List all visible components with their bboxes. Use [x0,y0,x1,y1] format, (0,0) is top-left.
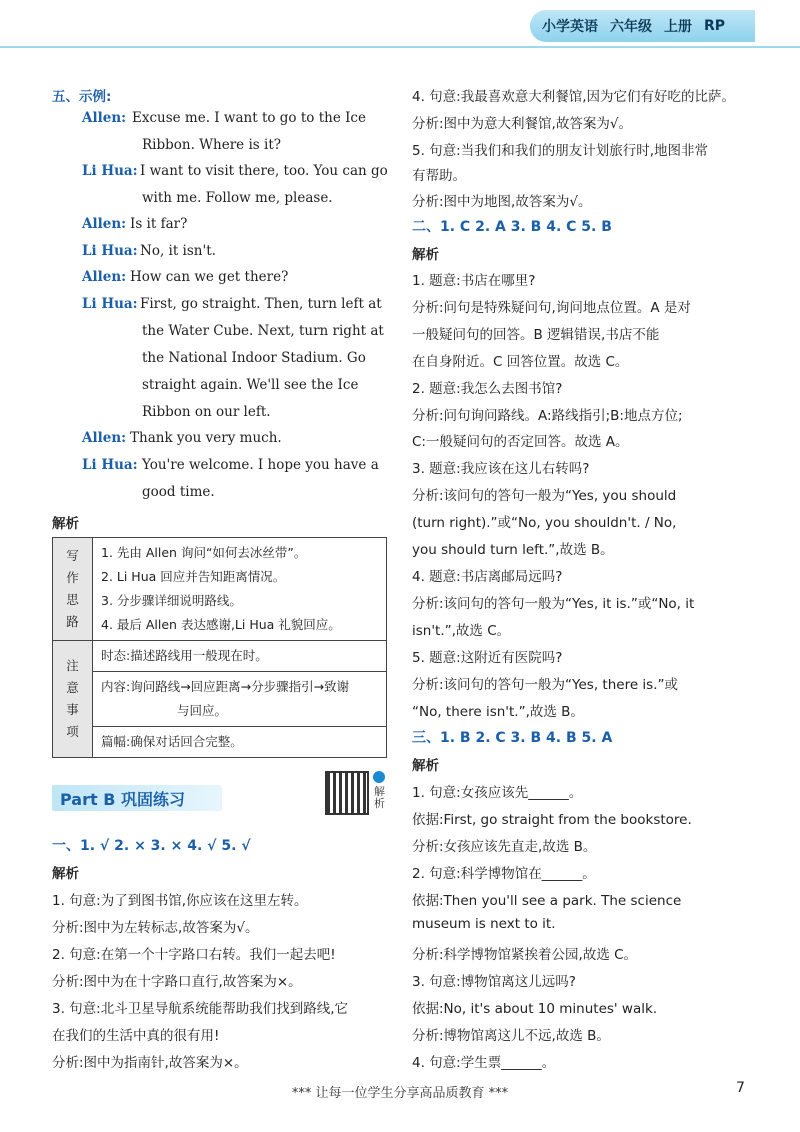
q3-line: 依据:First, go straight from the bookstore. [412,812,692,828]
dialogue-speaker: Allen: [82,216,127,232]
dialogue-speaker: Li Hua: [82,163,138,179]
dialogue-line: Ribbon on our left. [142,404,271,420]
q3-line: 分析:女孩应该先直走,故选 B。 [412,839,597,855]
q3-line: 依据:No, it's about 10 minutes' walk. [412,1001,658,1017]
dialogue-speaker: Allen: [82,110,127,126]
table-row [53,641,387,672]
q1-answers: 一、1. √ 2. × 3. × 4. √ 5. √ [52,838,251,854]
dialogue-line: First, go straight. Then, turn left at [140,296,382,312]
play-icon [373,771,385,783]
q2-line: (turn right).”或“No, you shouldn't. / No, [412,515,677,531]
header-subject: 小学英语 [542,19,598,35]
table-row [53,727,387,758]
q2-line: 分析:该问句的答句一般为“Yes, there is.”或 [412,677,678,693]
dialogue-line: How can we get there? [130,269,289,285]
q3-line: 分析:科学博物馆紧挨着公园,故选 C。 [412,947,638,963]
page-number: 7 [736,1080,745,1096]
r-line: 4. 句意:我最喜欢意大利餐馆,因为它们有好吃的比萨。 [412,89,736,105]
q1-line: 1. 句意:为了到图书馆,你应该在这里左转。 [52,893,308,909]
q2-line: 分析:该问句的答句一般为“Yes, you should [412,488,677,504]
q3-line: museum is next to it. [412,916,556,932]
table-line: 内容:询问路线→回应距离→分步骤指引→致谢 [101,679,350,694]
table-head-text: 写作 [66,548,79,585]
q2-answers: 二、1. C 2. A 3. B 4. C 5. B [412,219,612,235]
header-pill [530,10,755,42]
dialogue-line: No, it isn't. [140,243,216,259]
dialogue-speaker: Li Hua: [82,243,138,259]
q2-line: 3. 题意:我应该在这儿右转吗? [412,461,590,477]
table-line: 篇幅:确保对话回合完整。 [101,734,243,749]
writing-tips-table [52,537,387,758]
header-divider [0,46,800,48]
q2-line: 分析:该问句的答句一般为“Yes, it is.”或“No, it [412,596,695,612]
q2-line: 5. 题意:这附近有医院吗? [412,650,563,666]
q3-line: 1. 句意:女孩应该先______。 [412,785,583,801]
dialogue-line: Is it far? [130,216,188,232]
q2-line: 在自身附近。C 回答位置。故选 C。 [412,354,629,370]
dialogue-line: with me. Follow me, please. [142,190,333,206]
r-line: 5. 句意:当我们和我们的朋友计划旅行时,地图非常 [412,143,709,159]
r-line: 有帮助。 [412,168,466,184]
q1-line: 分析:图中为在十字路口直行,故答案为×。 [52,974,302,990]
q2-line: “No, there isn't.”,故选 B。 [412,704,584,720]
partb-title: Part B 巩固练习 [60,790,185,809]
q3-analysis-heading: 解析 [412,758,439,774]
q1-analysis-heading: 解析 [52,866,79,882]
header-grade: 六年级 [610,19,652,35]
q3-line: 分析:博物馆离这儿不远,故选 B。 [412,1028,610,1044]
table-head-text: 注意 [66,658,79,695]
dialogue-speaker: Allen: [82,269,127,285]
footer-slogan: *** 让每一位学生分享高品质教育 *** [291,1086,509,1101]
qr-label: 解析 [374,785,385,810]
q2-line: you should turn left.”,故选 B。 [412,542,614,558]
table-line: 与回应。 [177,703,228,718]
table-line: 2. Li Hua 回应并告知距离情况。 [101,569,286,584]
header-volume: 上册 [664,19,692,35]
table-head-text: 事项 [66,702,79,739]
q1-line: 在我们的生活中真的很有用! [52,1028,220,1044]
dialogue-speaker: Li Hua: [82,296,138,312]
q2-analysis-heading: 解析 [412,247,439,263]
q1-line: 分析:图中为左转标志,故答案为√。 [52,920,259,936]
table-cell [93,672,387,727]
dialogue-line: You're welcome. I hope you have a [142,457,379,473]
dialogue-speaker: Allen: [82,430,127,446]
q3-line: 3. 句意:博物馆离这儿远吗? [412,974,576,990]
table-row [53,672,387,727]
dialogue-line: the National Indoor Stadium. Go [142,350,366,366]
q2-line: 4. 题意:书店离邮局远吗? [412,569,563,585]
table-line: 4. 最后 Allen 表达感谢,Li Hua 礼貌回应。 [101,617,341,632]
dialogue-line: I want to visit there, too. You can go [140,163,388,179]
q2-line: 1. 题意:书店在哪里? [412,273,536,289]
table-head-cell [53,641,93,758]
q3-line: 4. 句意:学生票______。 [412,1055,556,1071]
q2-line: isn't.”,故选 C。 [412,623,511,639]
table-row [53,538,387,641]
table-line: 3. 分步骤详细说明路线。 [101,593,242,608]
r-line: 分析:图中为地图,故答案为√。 [412,194,592,210]
table-line: 时态:描述路线用一般现在时。 [101,648,268,663]
table-head-cell [53,538,93,641]
q2-line: 分析:问句询问路线。A:路线指引;B:地点方位; [412,408,683,424]
dialogue-line: Thank you very much. [130,430,282,446]
section5-title: 五、示例: [52,89,112,105]
q1-line: 3. 句意:北斗卫星导航系统能帮助我们找到路线,它 [52,1001,349,1017]
q2-line: 2. 题意:我怎么去图书馆? [412,381,563,397]
q2-line: 一般疑问句的回答。B 逻辑错误,书店不能 [412,327,660,343]
q3-answers: 三、1. B 2. C 3. B 4. B 5. A [412,730,613,746]
q3-line: 依据:Then you'll see a park. The science [412,893,682,909]
table-head-text: 思路 [66,592,79,629]
q2-line: 分析:问句是特殊疑问句,询问地点位置。A 是对 [412,300,691,316]
partb-banner [52,785,222,811]
dialogue-line: straight again. We'll see the Ice [142,377,359,393]
dialogue-line: the Water Cube. Next, turn right at [142,323,384,339]
analysis-heading: 解析 [52,516,79,532]
table-cell [93,727,387,758]
q1-line: 2. 句意:在第一个十字路口右转。我们一起去吧! [52,947,336,963]
q1-line: 分析:图中为指南针,故答案为×。 [52,1055,248,1071]
table-line: 1. 先由 Allen 询问“如何去冰丝带”。 [101,545,307,560]
q2-line: C:一般疑问句的否定回答。故选 A。 [412,434,629,450]
r-line: 分析:图中为意大利餐馆,故答案为√。 [412,116,632,132]
table-cell [93,538,387,641]
table-cell [93,641,387,672]
header-edition: RP [704,18,726,34]
dialogue-line: Excuse me. I want to go to the Ice [132,110,366,126]
dialogue-line: Ribbon. Where is it? [142,137,281,153]
dialogue-speaker: Li Hua: [82,457,138,473]
qr-code-icon[interactable] [325,771,369,815]
q3-line: 2. 句意:科学博物馆在______。 [412,866,596,882]
dialogue-line: good time. [142,484,215,500]
